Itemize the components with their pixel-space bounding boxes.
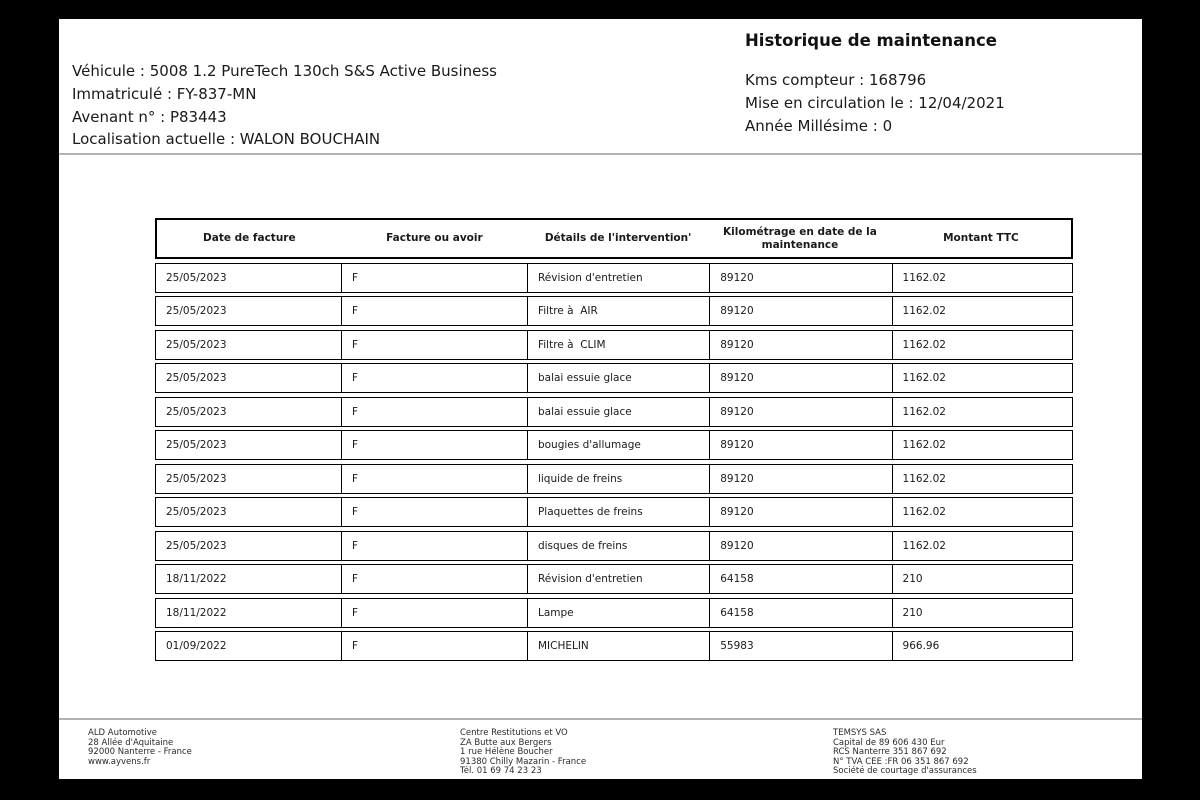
table-cell: 25/05/2023 — [166, 539, 227, 552]
table-row — [155, 296, 1073, 326]
header-separator — [59, 153, 1142, 155]
vehicle-info — [72, 60, 497, 151]
table-cell: 1162.02 — [892, 431, 1072, 459]
footer-line: 1 rue Hélène Boucher — [460, 747, 553, 757]
vehicle-info-line: Véhicule : 5008 1.2 PureTech 130ch S&S Active Business — [72, 62, 497, 80]
table-cell: 25/05/2023 — [166, 472, 227, 485]
footer-line: Société de courtage d'assurances — [833, 766, 977, 776]
table-cell: 25/05/2023 — [166, 506, 227, 518]
table-cell: 1162.02 — [892, 398, 1072, 426]
maintenance-table — [155, 218, 1073, 661]
table-cell: F — [341, 431, 527, 459]
table-cell: 1162.02 — [892, 465, 1072, 493]
table-cell: 64158 — [709, 599, 891, 627]
table-cell: 89120 — [709, 264, 891, 292]
maintenance-info-line: Mise en circulation le : 12/04/2021 — [745, 94, 1005, 113]
table-cell: 89120 — [709, 398, 891, 426]
footer-column-centre-restitutions — [460, 729, 586, 777]
table-body — [155, 263, 1073, 662]
footer-line: ZA Butte aux Bergers — [460, 737, 552, 748]
footer-line: www.ayvens.fr — [88, 756, 151, 767]
table-cell: F — [341, 532, 527, 560]
table-cell: bougies d'allumage — [527, 431, 709, 459]
footer-line: 28 Allée d'Aquitaine — [88, 737, 174, 748]
table-cell: liquide de freins — [527, 465, 709, 493]
footer-line: ALD Automotive — [88, 728, 157, 738]
footer-line: Tél. 01 69 74 23 23 — [460, 766, 542, 776]
table-cell: 25/05/2023 — [166, 372, 227, 384]
table-cell: 89120 — [709, 364, 891, 392]
page-title: Historique de maintenance — [745, 31, 997, 50]
table-cell: 18/11/2022 — [166, 606, 227, 619]
table-row — [155, 497, 1073, 527]
table-row — [155, 397, 1073, 427]
table-row — [155, 263, 1073, 293]
footer-column-ald — [88, 729, 192, 767]
column-header-facture: Facture ou avoir — [386, 232, 483, 245]
table-cell: disques de freins — [527, 532, 709, 560]
table-cell: 01/09/2022 — [166, 640, 227, 652]
table-cell: 1162.02 — [892, 331, 1072, 359]
table-cell: 64158 — [709, 565, 891, 593]
table-cell: 89120 — [709, 465, 891, 493]
table-cell: Filtre à AIR — [527, 297, 709, 325]
table-cell: F — [341, 398, 527, 426]
table-cell: 966.96 — [892, 632, 1072, 660]
table-row — [155, 330, 1073, 360]
footer-line: 92000 Nanterre - France — [88, 747, 192, 757]
document-page — [59, 19, 1142, 779]
table-cell: Lampe — [527, 599, 709, 627]
table-cell: 89120 — [709, 297, 891, 325]
table-cell: 1162.02 — [892, 297, 1072, 325]
maintenance-info-line: Kms compteur : 168796 — [745, 71, 927, 89]
table-row — [155, 564, 1073, 594]
table-row — [155, 430, 1073, 460]
table-cell: 25/05/2023 — [166, 338, 227, 351]
footer-line: 91380 Chilly Mazarin - France — [460, 756, 587, 767]
footer-line: TEMSYS SAS — [833, 728, 887, 738]
table-row — [155, 464, 1073, 494]
maintenance-info-line: Année Millésime : 0 — [745, 117, 893, 136]
vehicle-info-line: Immatriculé : FY-837-MN — [72, 84, 257, 103]
table-cell: 89120 — [709, 331, 891, 359]
table-cell: balai essuie glace — [527, 364, 709, 392]
table-cell: 25/05/2023 — [166, 439, 227, 451]
table-cell: MICHELIN — [527, 632, 709, 660]
table-cell: F — [341, 465, 527, 493]
table-cell: 55983 — [709, 632, 891, 660]
vehicle-info-line: Avenant n° : P83443 — [72, 107, 227, 126]
table-row — [155, 631, 1073, 661]
table-cell: F — [341, 264, 527, 292]
table-cell: F — [341, 632, 527, 660]
table-cell: 25/05/2023 — [166, 405, 227, 418]
table-cell: 89120 — [709, 532, 891, 560]
table-cell: F — [341, 599, 527, 627]
table-cell: 1162.02 — [892, 364, 1072, 392]
table-cell: 89120 — [709, 498, 891, 526]
table-row — [155, 363, 1073, 393]
footer-line: RCS Nanterre 351 867 692 — [833, 747, 947, 757]
table-cell: 1162.02 — [892, 498, 1072, 526]
table-cell: Révision d'entretien — [527, 264, 709, 292]
footer-line: Centre Restitutions et VO — [460, 728, 568, 738]
table-row — [155, 531, 1073, 561]
table-header-row — [155, 218, 1073, 259]
table-row — [155, 598, 1073, 628]
table-cell: 89120 — [709, 431, 891, 459]
table-cell: F — [341, 331, 527, 359]
table-cell: Filtre à CLIM — [527, 331, 709, 359]
table-cell: 1162.02 — [892, 264, 1072, 292]
table-cell: Révision d'entretien — [527, 565, 709, 593]
table-cell: 25/05/2023 — [166, 271, 227, 284]
table-cell: 210 — [892, 599, 1072, 627]
column-header-kilometrage: Kilométrage en date de la maintenance — [723, 226, 877, 251]
table-cell: 1162.02 — [892, 532, 1072, 560]
footer-column-temsys — [833, 729, 977, 777]
footer-line: N° TVA CEE :FR 06 351 867 692 — [833, 756, 969, 767]
vehicle-info-line: Localisation actuelle : WALON BOUCHAIN — [72, 130, 381, 149]
table-cell: 210 — [892, 565, 1072, 593]
maintenance-info — [745, 69, 1005, 139]
table-cell: F — [341, 364, 527, 392]
footer-line: Capital de 89 606 430 Eur — [833, 737, 945, 748]
table-cell: Plaquettes de freins — [527, 498, 709, 526]
table-cell: F — [341, 498, 527, 526]
column-header-date: Date de facture — [203, 232, 296, 245]
column-header-details: Détails de l'intervention' — [544, 232, 692, 245]
table-cell: 18/11/2022 — [166, 573, 227, 585]
table-cell: 25/05/2023 — [166, 305, 227, 317]
column-header-montant: Montant TTC — [943, 232, 1019, 245]
table-cell: F — [341, 297, 527, 325]
table-cell: F — [341, 565, 527, 593]
footer-separator — [59, 718, 1142, 720]
table-cell: balai essuie glace — [527, 398, 709, 426]
